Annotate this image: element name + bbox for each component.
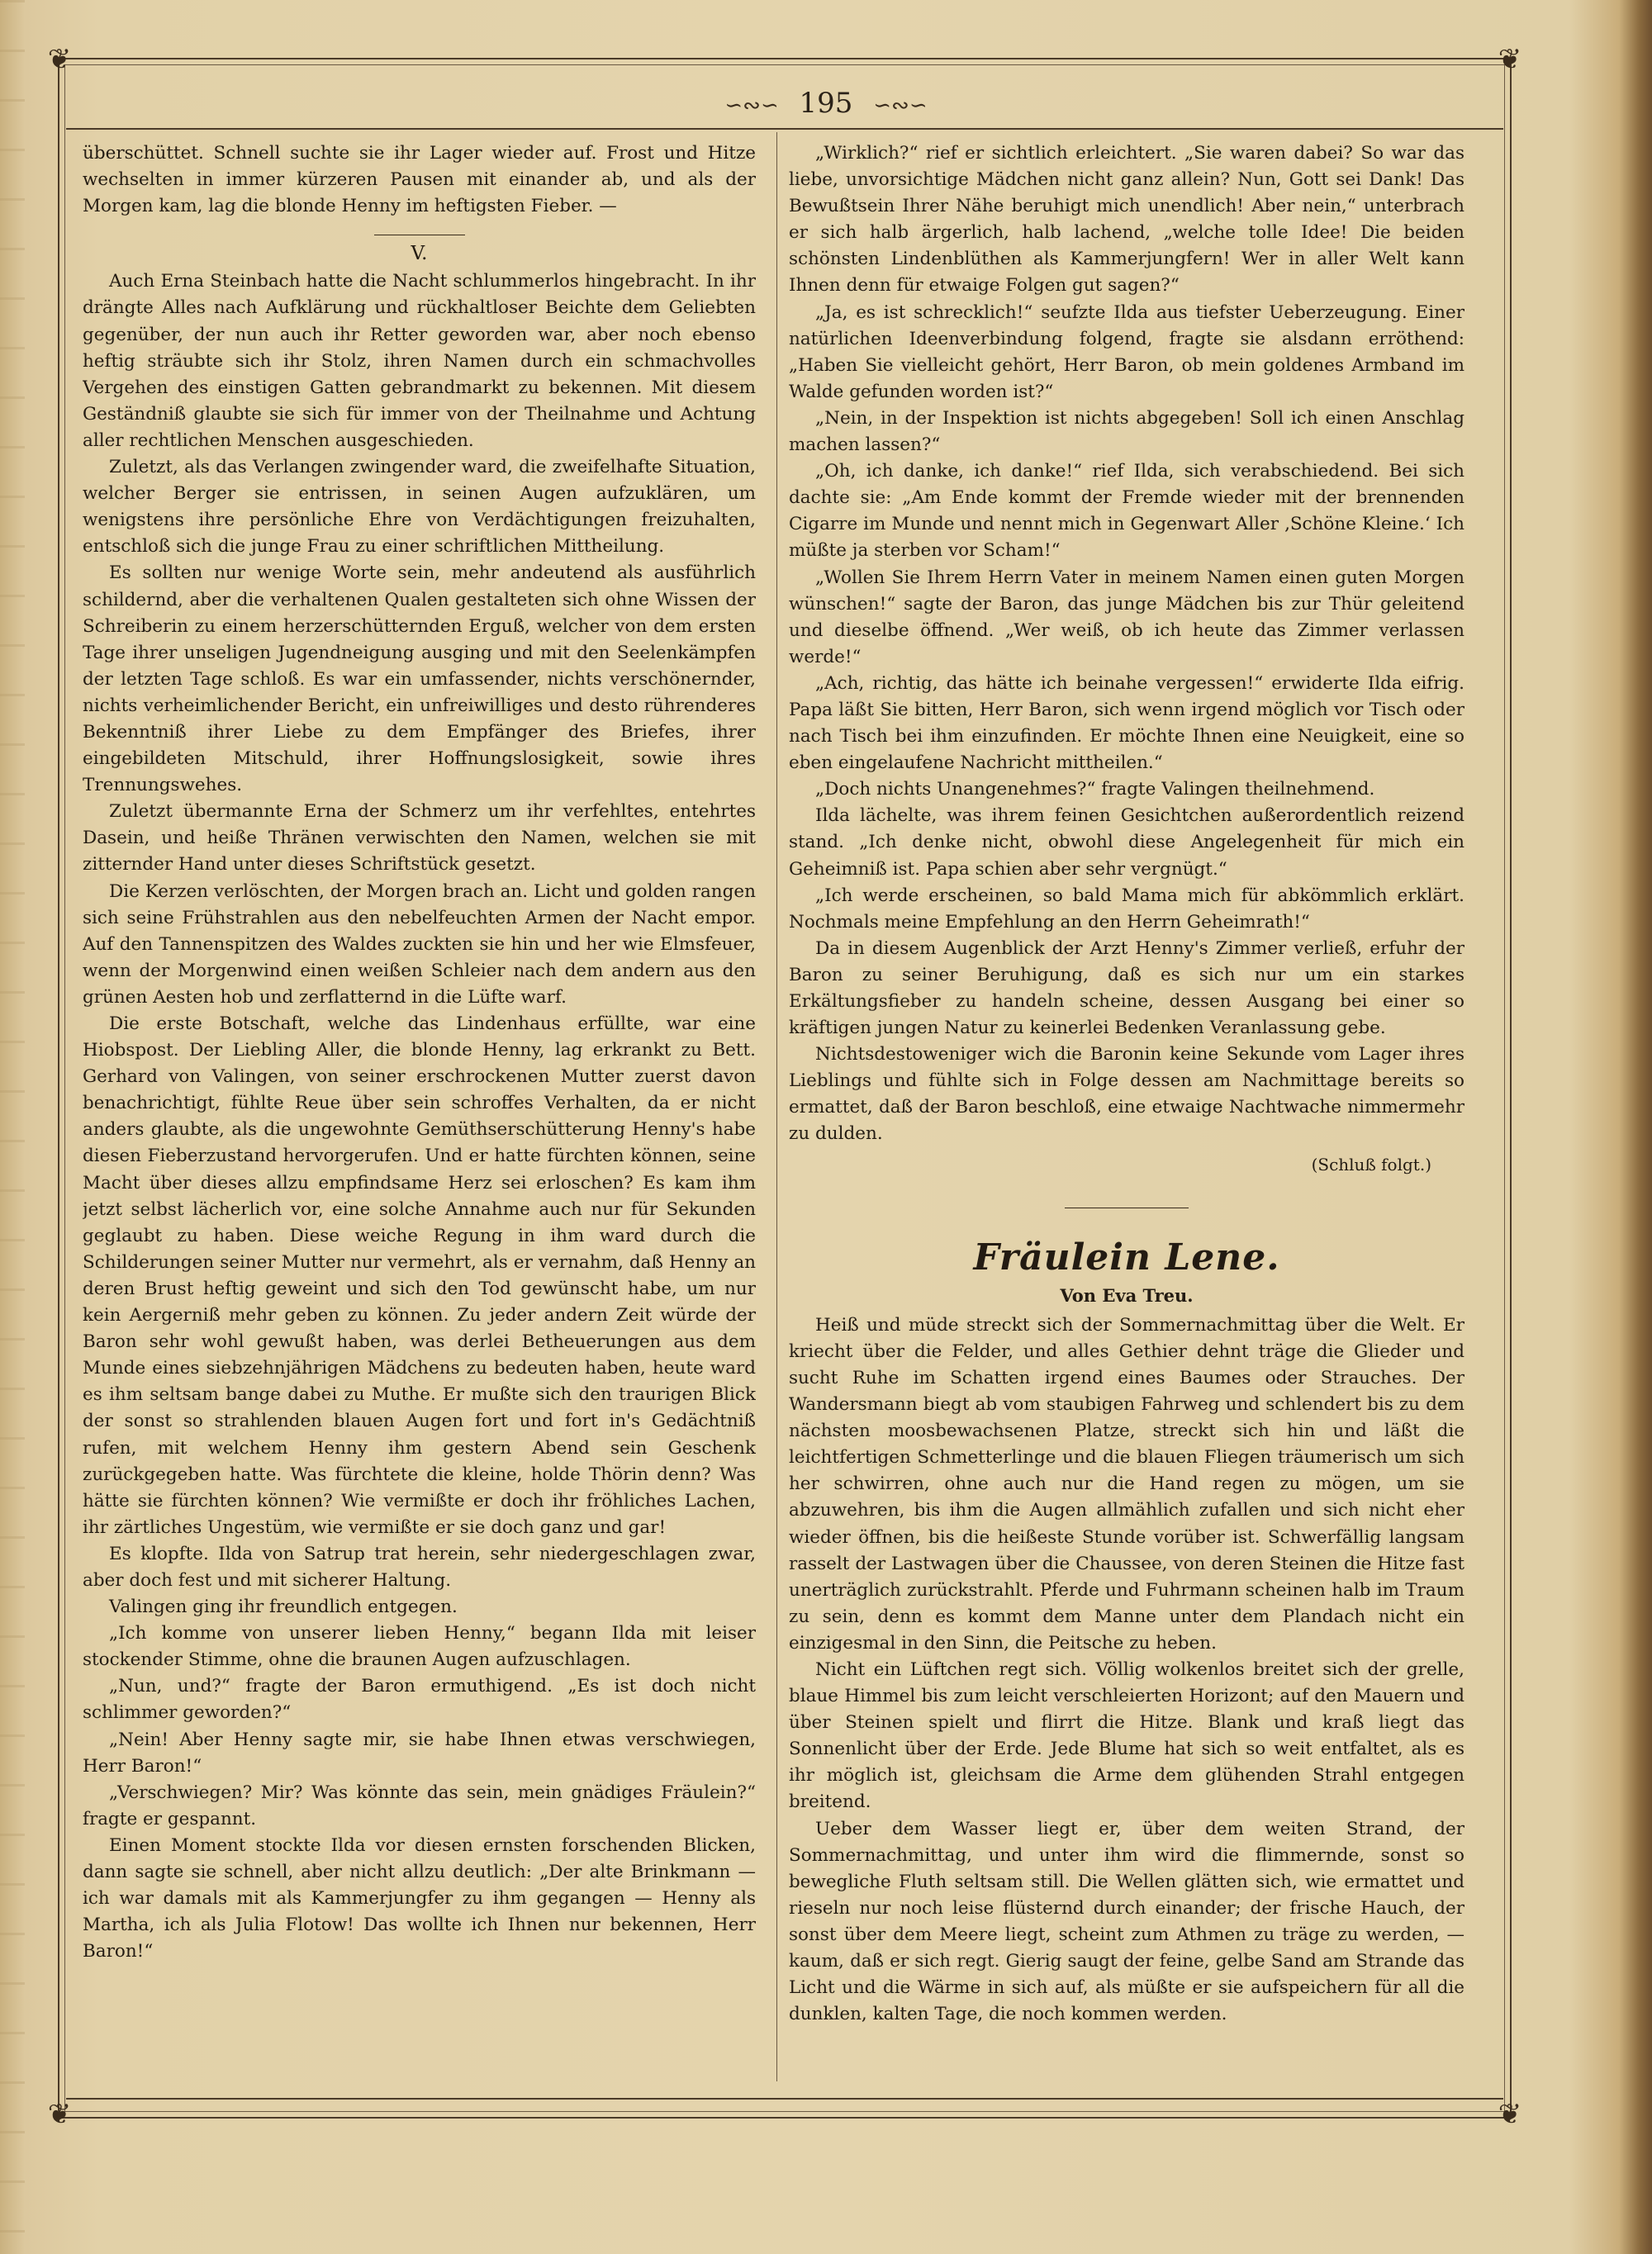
paragraph: „Ich komme von unserer lieben Henny,“ begann Ilda mit leiser stockender Stimme, ohne die braunen Augen aufzuschlagen. — [83, 1623, 756, 1671]
header-ornament-left: ∽∾∽ — [724, 93, 779, 118]
paragraph: „Nun, und?“ fragte der Baron ermuthigend. „Es ist doch nicht schlimmer geworden?“ — [83, 1676, 756, 1724]
paragraph: „Nein! Aber Henny sagte mir, sie habe Ihnen etwas verschwiegen, Herr Baron!“ — [83, 1729, 756, 1777]
paragraph: Da in diesem Augenblick der Arzt Henny's Zimmer verließ, erfuhr der Baron zu seiner Beruhigung, daß es sich nur um ein starkes Erkältungsfieber zu handeln scheine, dessen Ausgang bei einer so kräftigen jungen Natur zu keinerlei Bedenken Veranlassung gebe. — [789, 937, 1464, 1039]
continued-note: (Schluß folgt.) — [1311, 1154, 1431, 1174]
paragraph: „Ja, es ist schrecklich!“ seufzte Ilda aus tiefster Ueberzeugung. Einer natürlichen Ideenverbindung folgend, fragte sie alsdann erröthend: „Haben Sie vielleicht gehört, Herr Baron, ob mein goldenes Armband im Walde gefunden worden ist?“ — [789, 301, 1464, 402]
paragraph: „Nein, in der Inspektion ist nichts abgegeben! Soll ich einen Anschlag machen lassen?“ — [789, 407, 1464, 456]
paragraph: Valingen ging ihr freundlich entgegen. — [109, 1597, 458, 1618]
corner-ornament-bottom-left: ❦ — [47, 2098, 72, 2131]
paragraph: „Ich werde erscheinen, so bald Mama mich für abkömmlich erklärt. Nochmals meine Empfehlung an den Herrn Geheimrath!“ — [789, 885, 1464, 932]
paragraph: „Wollen Sie Ihrem Herrn Vater in meinem Namen einen guten Morgen wünschen!“ sagte der Baron, das junge Mädchen bis zur Thür geleitend und dieselbe öffnend. „Wer weiß, ob ich heute das Zimmer verlassen werde!“ — [789, 567, 1464, 667]
paragraph: Auch Erna Steinbach hatte die Nacht schlummerlos hingebracht. In ihr drängte Alles nach Aufklärung und rückhaltloser Beichte dem Geliebten gegenüber, der nun auch ihr Retter geworden war, aber noch ebenso heftig sträubte sich ihr Stolz, ihren Namen durch ein schmachvolles Vergehen des einstigen Gatten gebrandmarkt zu bekennen. Mit diesem Geständniß glaubte sie sich für immer von der Theilnahme und Achtung aller rechtlichen Menschen ausgeschieden. — [83, 271, 756, 451]
paragraph: Zuletzt, als das Verlangen zwingender ward, die zweifelhafte Situation, welcher Berger sie entrissen, in seinen Augen aufzuklären, um wenigstens ihre persönliche Ehre von Verdächtigungen freizuhalten, entschloß sich die junge Frau zu einer schriftlichen Mittheilung. — [83, 457, 756, 558]
paragraph: „Verschwiegen? Mir? Was könnte das sein, mein gnädiges Fräulein?“ fragte er gespannt. — [83, 1782, 756, 1829]
paragraph: „Ach, richtig, das hätte ich beinahe vergessen!“ erwiderte Ilda eifrig. Papa läßt Sie bitten, Herr Baron, sich wenn irgend möglich vor Tisch oder nach Tisch bei ihm einzufinden. Er möchte Ihnen eine Neuigkeit, eine so eben eingelaufene Nachricht mittheilen.“ — [789, 672, 1464, 774]
binding-gutter — [0, 0, 25, 2254]
paragraph: Es klopfte. Ilda von Satrup trat herein, sehr niedergeschlagen zwar, aber doch fest und mit sicherer Haltung. — [83, 1543, 756, 1591]
page-number: 195 — [799, 87, 853, 120]
section-heading: V. — [411, 243, 428, 265]
left-column — [83, 140, 756, 2090]
paragraph: Die erste Botschaft, welche das Lindenhaus erfüllte, war eine Hiobspost. Der Liebling Aller, die blonde Henny, lag erkrankt zu Bett. Gerhard von Valingen, von seiner erschrockenen Mutter zuerst davon benachrichtigt, fühlte Reue über sein schroffes Verhalten, da er nicht anders glaubte, als die ungewohnte Gemüthserschütterung Henny's habe diesen Fieberzustand hervorgerufen. Und er hatte fürchten können, seine Macht über dieses allzu empfindsame Herz sei erloschen? Es kam ihm jetzt selbst lächerlich vor, eine solche Annahme auch nur für Sekunden geglaubt zu haben. Diese weiche Regung in ihm ward durch die Schilderungen seiner Mutter nur vermehrt, als er vernahm, daß Henny an deren Brust heftig geweint und sich den Tod gewünscht habe, um nur kein Aergerniß mehr geben zu können. Zu jeder andern Zeit würde der Baron sehr wohl gewußt haben, was derlei Betheuerungen aus dem Munde eines siebzehnjährigen Mädchens zu bedeuten haben, heute ward es ihm seltsam bange dabei zu Muthe. Er mußte sich den traurigen Blick der sonst so strahlenden blauen Augen fort und fort in's Gedächtniß rufen, mit welchem Henny ihm gestern Abend sein Geschenk zurückgegeben hatte. Was fürchtete die kleine, holde Thörin denn? Was hätte sie fürchten können? Wie vermißte er doch ihr fröhliches Lachen, ihr zärtliches Ungestüm, wie vermißte er sie doch ganz und gar! — [83, 1013, 756, 1538]
paragraph: Einen Moment stockte Ilda vor diesen ernsten forschenden Blicken, dann sagte sie schnell, aber nicht allzu deutlich: „Der alte Brinkmann — ich war damals mit als Kammerjungfer zu ihm gegangen — Henny als Martha, ich als Julia Flotow! Das wollte ich Ihnen nur bekennen, Herr Baron!“ — [83, 1834, 756, 1962]
header-rule — [66, 128, 1503, 130]
paragraph: Nichtsdestoweniger wich die Baronin keine Sekunde vom Lager ihres Lieblings und fühlte sich in Folge dessen am Nachmittage bereits so ermattet, daß der Baron beschloß, eine etwaige Nachtwache nimmermehr zu dulden. — [789, 1044, 1464, 1145]
column-divider — [776, 132, 777, 2081]
paragraph: Ilda lächelte, was ihrem feinen Gesichtchen außerordentlich reizend stand. „Ich denke nicht, obwohl diese Angelegenheit für mich ein Geheimniß ist. Papa schien aber sehr vergnügt.“ — [789, 805, 1464, 880]
right-column — [789, 140, 1464, 2090]
story-title: Fräulein Lene. — [973, 1236, 1280, 1279]
corner-ornament-top-left: ❦ — [47, 43, 72, 76]
paragraph: überschüttet. Schnell suchte sie ihr Lager wieder auf. Frost und Hitze wechselten in immer kürzeren Pausen mit einander ab, und als der Morgen kam, lag die blonde Henny im heftigsten Fieber. — — [83, 143, 756, 217]
story-author: Von Eva Treu. — [1060, 1284, 1194, 1306]
header-ornament-right: ∽∾∽ — [873, 93, 928, 118]
corner-ornament-top-right: ❦ — [1498, 43, 1522, 76]
paragraph: Ueber dem Wasser liegt er, über dem weiten Strand, der Sommernachmittag, und unter ihm wird die flimmernde, sonst so bewegliche Fluth seltsam still. Die Wellen glätten sich, wie ermattet und rieseln nur noch leise flüsternd durch einander; der frische Hauch, der sonst über dem Meere liegt, scheint zum Athmen zu träge zu werden, — kaum, daß er sich regt. Gierig saugt der feine, gelbe Sand am Strande das Licht und die Wärme in sich auf, als müßte er sie aufspeichern für all die dunklen, kalten Tage, die noch kommen werden. — [789, 1818, 1464, 2025]
paragraph: „Wirklich?“ rief er sichtlich erleichtert. „Sie waren dabei? So war das liebe, unvorsichtige Mädchen nicht ganz allein? Nun, Gott sei Dank! Das Bewußtsein Ihrer Nähe beruhigt mich unendlich! Aber nein,“ unterbrach er sich halb ärgerlich, halb lachend, „welche tolle Idee! Die beiden schönsten Lindenblüthen als Kammerjungfern! Wer in aller Welt kann Ihnen denn für etwaige Folgen gut sagen?“ — [789, 143, 1464, 297]
corner-ornament-bottom-right: ❦ — [1498, 2098, 1522, 2131]
footer-rule — [66, 2098, 1503, 2100]
paragraph: Die Kerzen verlöschten, der Morgen brach an. Licht und golden rangen sich seine Frühstrahlen aus den nebelfeuchten Armen der Nacht empor. Auf den Tannenspitzen des Waldes zuckten sie hin und her wie Elmsfeuer, wenn der Morgenwind einen weißen Schleier nach dem andern aus den grünen Aesten hob und zerflatternd in die Lüfte warf. — [83, 880, 756, 1008]
paragraph: Heiß und müde streckt sich der Sommernachmittag über die Welt. Er kriecht über die Felder, und alles Gethier dehnt träge die Glieder und sucht Ruhe im Schatten irgend eines Baumes oder Strauches. Der Wandersmann biegt ab vom staubigen Fahrweg und schlendert bis zu dem nächsten moosbewachsenen Platze, streckt sich hin und läßt die leichtfertigen Schmetterlinge und die blauen Fliegen träumerisch um sich her schwirren, ohne auch nur die Hand regen zu mögen, um sie abzuwehren, bis ihm die Augen allmählich zufallen und sich nicht eher wieder öffnen, bis die heißeste Stunde vorüber ist. Schwerfällig langsam rasselt der Lastwagen über die Chaussee, von deren Steinen die Hitze fast unerträglich zurückstrahlt. Pferde und Fuhrmann scheinen halb im Traum zu sein, denn es kommt dem Manne unter dem Plandach nicht ein einzigesmal in den Sinn, die Peitsche zu heben. — [789, 1314, 1464, 1654]
paragraph: Zuletzt übermannte Erna der Schmerz um ihr verfehltes, entehrtes Dasein, und heiße Thränen verwischten den Namen, welchen sie mit zitternder Hand unter dieses Schriftstück gesetzt. — [83, 801, 756, 876]
paragraph: „Oh, ich danke, ich danke!“ rief Ilda, sich verabschiedend. Bei sich dachte sie: „Am Ende kommt der Fremde wieder mit der brennenden Cigarre im Munde und nennt mich in Gegenwart Aller ‚Schöne Kleine.‘ Ich müßte ja sterben vor Scham!“ — [789, 461, 1464, 562]
page-header — [661, 83, 991, 124]
paragraph: Es sollten nur wenige Worte sein, mehr andeutend als ausführlich schildernd, aber die verhaltenen Qualen gestalteten sich ohne Wissen der Schreiberin zu einem herzerschütternden Erguß, welcher von dem ersten Tage ihrer unseligen Jugendneigung ausging und mit den Seelenkämpfen der letzten Tage schloß. Es war ein umfassender, nichts verschönernder, nichts verheimlichender Bericht, ein unfreiwilliges und desto rührenderes Bekenntniß ihrer Liebe zu dem Empfänger des Briefes, ihrer eingebildeten Mitschuld, ihrer Hoffnungslosigkeit, sowie ihres Trennungswehes. — [83, 562, 756, 796]
paragraph: Nicht ein Lüftchen regt sich. Völlig wolkenlos breitet sich der grelle, blaue Himmel bis zum leicht verschleierten Horizont; auf den Mauern und über Steinen spielt und flirrt die Hitze. Blank und kraß liegt das Sonnenlicht über der Erde. Jede Blume hat sich so weit entfaltet, als es ihr möglich ist, gleichsam die Arme dem glühenden Strahl entgegen breitend. — [789, 1658, 1464, 1813]
paragraph: „Doch nichts Unangenehmes?“ fragte Valingen theilnehmend. — [815, 779, 1375, 800]
